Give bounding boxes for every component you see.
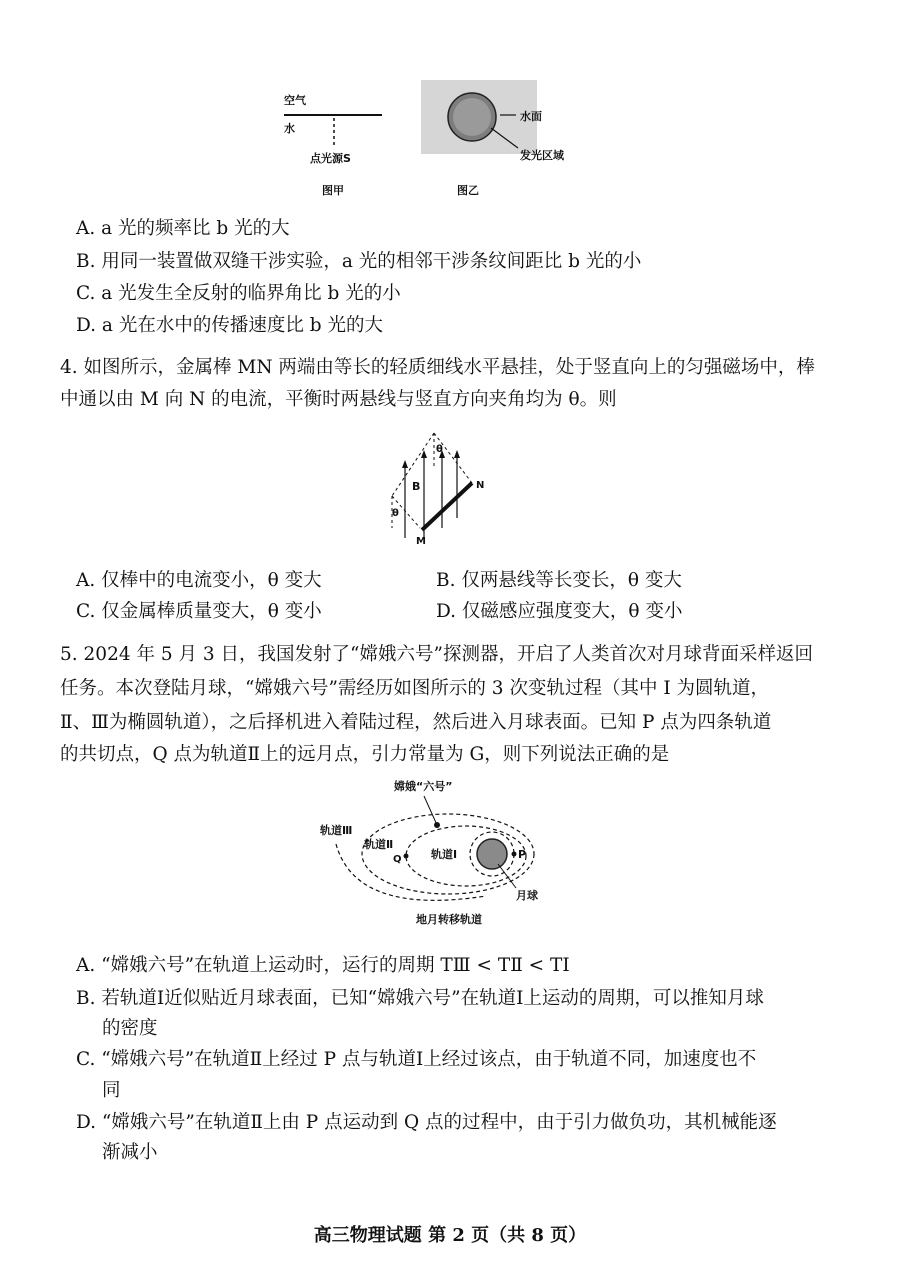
label-field-b: B — [412, 480, 421, 493]
label-m: M — [416, 536, 426, 547]
label-probe: 嫦娥“六号” — [394, 780, 453, 793]
label-point-source: 点光源S — [310, 152, 351, 165]
q3-option-a: A. a 光的频率比 b 光的大 — [76, 218, 290, 239]
suspension-lines — [392, 433, 472, 528]
q5-option-d-line-2: 渐减小 — [102, 1142, 158, 1163]
q5-option-c-line-2: 同 — [102, 1080, 121, 1101]
q5-option-b-line-2: 的密度 — [102, 1018, 158, 1039]
figure-5-drawing — [316, 776, 556, 926]
figure-5 — [316, 776, 556, 926]
q5-stem-line-2: 任务。本次登陆月球，“嫦娥六号”需经历如图所示的 3 次变轨过程（其中 Ⅰ 为圆轨道， — [60, 678, 770, 699]
q4-option-b: B. 仅两悬线等长变长，θ 变大 — [436, 570, 682, 591]
q5-option-d-line-1: D. “嫦娥六号”在轨道Ⅱ上由 P 点运动到 Q 点的过程中，由于引力做负功，其机械能逐 — [76, 1112, 777, 1133]
caption-fig-b: 图乙 — [457, 184, 479, 197]
magnetic-field-lines — [405, 456, 457, 538]
point-p — [512, 852, 517, 857]
label-theta-top: θ — [436, 444, 443, 455]
moon-disc — [477, 839, 507, 869]
q5-option-c-line-1: C. “嫦娥六号”在轨道Ⅱ上经过 P 点与轨道Ⅰ上经过该点，由于轨道不同，加速度也不 — [76, 1049, 757, 1070]
label-orbit-1: 轨道Ⅰ — [431, 848, 458, 861]
label-q: Q — [393, 854, 402, 865]
glow-region-inner — [453, 98, 491, 136]
figure-4-drawing — [372, 428, 512, 548]
q4-option-a: A. 仅棒中的电流变小，θ 变大 — [76, 570, 322, 591]
q5-stem-line-3: Ⅱ、Ⅲ为椭圆轨道），之后择机进入着陆过程，然后进入月球表面。已知 P 点为四条轨道 — [60, 712, 772, 733]
figure-3-drawing — [270, 70, 600, 200]
q3-option-c: C. a 光发生全反射的临界角比 b 光的小 — [76, 283, 401, 304]
q5-stem-line-4: 的共切点，Q 点为轨道Ⅱ上的远月点，引力常量为 G，则下列说法正确的是 — [60, 744, 670, 765]
q4-option-d: D. 仅磁感应强度变大，θ 变小 — [436, 601, 683, 622]
metal-rod-mn — [422, 483, 472, 530]
q4-stem-line-1: 4. 如图所示，金属棒 MN 两端由等长的轻质细线水平悬挂，处于竖直向上的匀强磁场中，棒 — [60, 357, 815, 378]
page-footer: 高三物理试题 第 2 页（共 8 页） — [313, 1225, 587, 1246]
point-q — [404, 854, 409, 859]
moon-pointer — [498, 864, 516, 888]
q4-option-c: C. 仅金属棒质量变大，θ 变小 — [76, 601, 322, 622]
q5-option-b-line-1: B. 若轨道Ⅰ近似贴近月球表面，已知“嫦娥六号”在轨道Ⅰ上运动的周期，可以推知月球 — [76, 988, 764, 1009]
field-arrowheads — [402, 450, 460, 468]
label-theta-left: θ — [392, 508, 399, 519]
q4-stem-line-2: 中通以由 M 向 N 的电流，平衡时两悬线与竖直方向夹角均为 θ。则 — [60, 389, 617, 410]
q3-option-d: D. a 光在水中的传播速度比 b 光的大 — [76, 315, 383, 336]
probe-pointer — [424, 796, 437, 825]
q3-option-b: B. 用同一装置做双缝干涉实验，a 光的相邻干涉条纹间距比 b 光的小 — [76, 251, 642, 272]
label-moon: 月球 — [516, 889, 538, 902]
transfer-orbit — [336, 844, 486, 900]
label-glow-region: 发光区域 — [520, 149, 564, 162]
figure-3 — [270, 70, 600, 200]
figure-4 — [372, 428, 512, 548]
label-n: N — [476, 480, 485, 491]
q5-option-a: A. “嫦娥六号”在轨道上运动时，运行的周期 TⅢ < TⅡ < TⅠ — [76, 955, 570, 976]
label-orbit-3: 轨道Ⅲ — [320, 824, 353, 837]
label-p: P — [518, 848, 527, 861]
label-air: 空气 — [284, 94, 306, 107]
label-water-surface: 水面 — [520, 110, 542, 123]
label-orbit-2: 轨道Ⅱ — [364, 838, 394, 851]
caption-fig-a: 图甲 — [322, 184, 344, 197]
label-transfer-orbit: 地月转移轨道 — [416, 913, 482, 926]
q5-stem-line-1: 5. 2024 年 5 月 3 日，我国发射了“嫦娥六号”探测器，开启了人类首次对月球背面采样返回 — [60, 644, 813, 665]
label-water: 水 — [284, 122, 295, 135]
